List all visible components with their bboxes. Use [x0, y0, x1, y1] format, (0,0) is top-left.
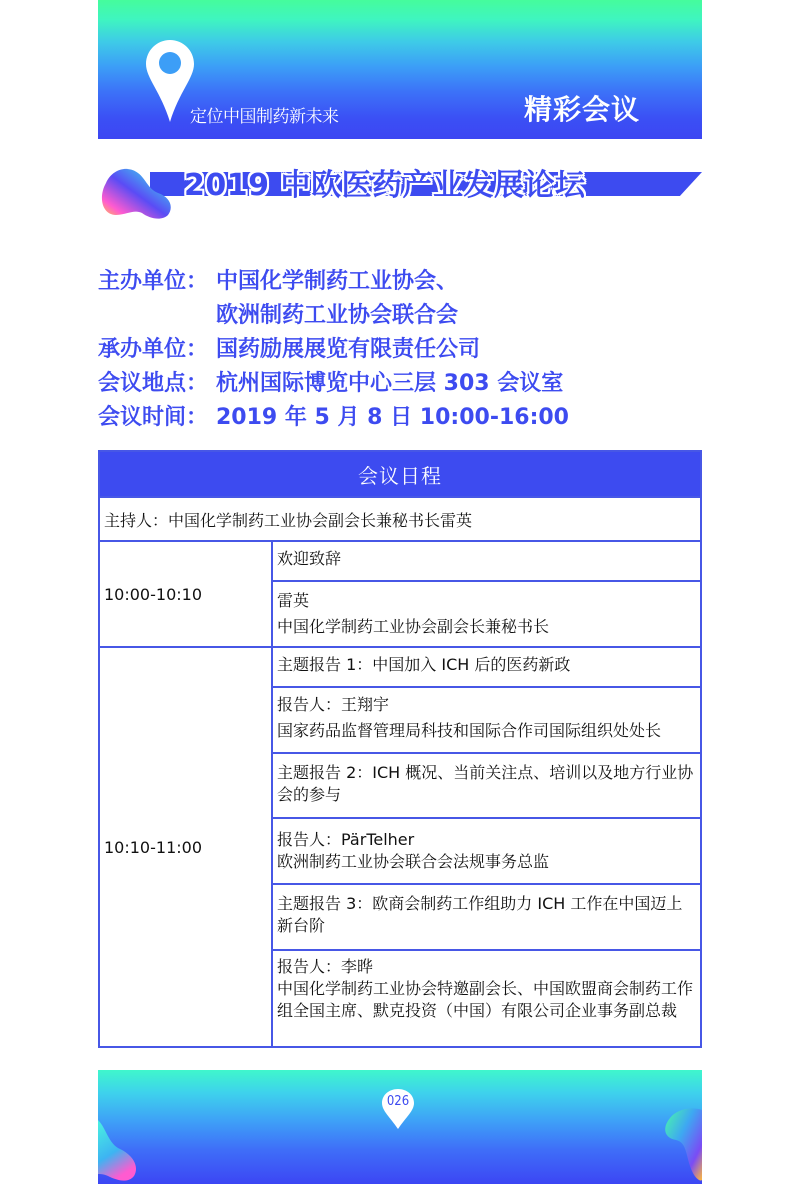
venue-label: 会议地点：	[98, 370, 209, 396]
footer-banner	[98, 1070, 702, 1184]
speaker-title: 中国化学制药工业协会副会长兼秘书长	[277, 617, 550, 636]
item-title: 主题报告 2：ICH 概况、当前关注点、培训以及地方行业协会的参与	[277, 763, 694, 804]
co-organizer-label: 承办单位：	[98, 336, 209, 362]
slogan: 定位中国制药新未来	[190, 107, 339, 127]
time-slot: 10:00-10:10	[100, 542, 273, 646]
schedule-item	[273, 817, 700, 883]
organizer-row-cont	[98, 296, 569, 330]
speaker-name: 报告人：PärTelher	[277, 830, 415, 849]
item-title: 主题报告 1：中国加入 ICH 后的医药新政	[277, 655, 571, 674]
page-number: 026	[386, 1094, 410, 1109]
schedule-items	[273, 648, 700, 1046]
speaker-name: 报告人：王翔宇	[277, 695, 390, 714]
item-title: 主题报告 3：欧商会制药工作组助力 ICH 工作在中国迈上新台阶	[277, 894, 683, 935]
schedule-item	[273, 883, 700, 949]
location-pin-icon	[146, 40, 194, 122]
speaker-name: 雷英	[277, 591, 310, 610]
time-label: 会议时间：	[98, 404, 209, 430]
organizer-row	[98, 262, 569, 296]
organizer-value: 中国化学制药工业协会、	[216, 268, 459, 294]
host-row: 主持人：中国化学制药工业协会副会长兼秘书长雷英	[100, 496, 700, 540]
schedule-item	[273, 949, 700, 1046]
venue-row	[98, 364, 569, 398]
speaker-title: 中国化学制药工业协会特邀副会长、中国欧盟商会制药工作组全国主席、默克投资（中国）有限公司企业事务副总裁	[277, 979, 694, 1020]
section-title: 精彩会议	[524, 93, 641, 126]
schedule-item	[273, 686, 700, 752]
schedule-item	[273, 752, 700, 817]
time-value: 2019 年 5 月 8 日 10:00-16:00	[216, 404, 569, 430]
organizer-label: 主办单位：	[98, 268, 209, 294]
time-row	[98, 398, 569, 432]
schedule-block	[100, 646, 700, 1046]
organizer-value-2: 欧洲制药工业协会联合会	[216, 302, 459, 328]
item-title: 欢迎致辞	[277, 549, 342, 568]
speaker-title: 国家药品监督管理局科技和国际合作司国际组织处处长	[277, 721, 662, 740]
schedule-title: 会议日程	[100, 452, 700, 496]
gradient-blob-icon	[656, 1108, 702, 1182]
schedule-item	[273, 648, 700, 686]
top-banner	[98, 0, 702, 139]
time-slot: 10:10-11:00	[100, 648, 273, 1046]
gradient-blob-icon	[98, 163, 176, 221]
schedule-item	[273, 542, 700, 580]
event-info	[98, 262, 569, 432]
schedule-items	[273, 542, 700, 646]
schedule-table	[98, 450, 702, 1048]
forum-title: 2019 中欧医药产业发展论坛	[184, 168, 586, 203]
schedule-block	[100, 540, 700, 646]
co-organizer-value: 国药励展展览有限责任公司	[216, 336, 481, 362]
speaker-title: 欧洲制药工业协会联合会法规事务总监	[277, 852, 550, 871]
venue-value: 杭州国际博览中心三层 303 会议室	[216, 370, 564, 396]
gradient-blob-icon	[98, 1120, 143, 1184]
co-organizer-row	[98, 330, 569, 364]
schedule-item	[273, 580, 700, 646]
speaker-name: 报告人：李晔	[277, 957, 374, 976]
